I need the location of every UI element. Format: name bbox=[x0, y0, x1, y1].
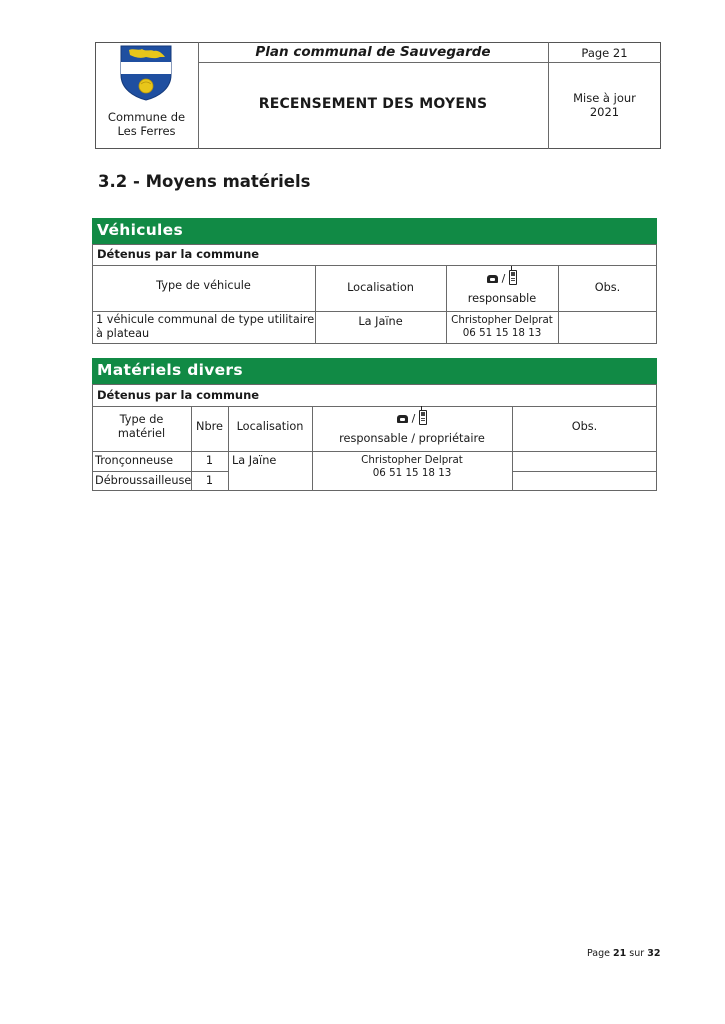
materiel-responsable-name: Christopher Delprat bbox=[361, 454, 463, 466]
vehicle-responsable-phone: 06 51 15 18 13 bbox=[462, 327, 542, 339]
col-header-localisation: Localisation bbox=[236, 420, 304, 433]
materiels-section-bar bbox=[92, 358, 657, 384]
vehicle-localisation: La Jaïne bbox=[358, 315, 403, 328]
materiel-nbre: 1 bbox=[205, 474, 214, 487]
row-divider bbox=[92, 471, 228, 472]
row-divider bbox=[92, 406, 657, 407]
mobile-phone-icon bbox=[419, 410, 427, 425]
phone-icon bbox=[487, 275, 498, 283]
header-divider bbox=[198, 62, 661, 63]
commune-name-line1: Commune de bbox=[107, 110, 186, 124]
materiels-subtitle: Détenus par la commune bbox=[97, 388, 260, 402]
column-divider bbox=[315, 265, 316, 344]
col-header-contact-icons bbox=[446, 270, 558, 285]
materiel-nbre: 1 bbox=[205, 454, 214, 467]
column-divider bbox=[512, 406, 513, 491]
vehicle-type-cont: à plateau bbox=[96, 327, 150, 340]
footer-page-label: Page bbox=[587, 948, 610, 959]
mobile-phone-icon bbox=[509, 270, 517, 285]
plan-title: Plan communal de Sauvegarde bbox=[255, 44, 491, 60]
phone-icon bbox=[397, 415, 408, 423]
vehicules-title: Véhicules bbox=[97, 221, 183, 239]
vehicle-type: 1 véhicule communal de type utilitaire bbox=[96, 313, 315, 326]
page-number: Page 21 bbox=[581, 46, 628, 60]
column-divider bbox=[558, 265, 559, 344]
page-footer bbox=[587, 948, 660, 959]
icon-separator: / bbox=[411, 412, 416, 425]
footer-page-total: 32 bbox=[647, 948, 661, 959]
materiel-type: Tronçonneuse bbox=[95, 454, 174, 467]
column-divider bbox=[228, 406, 229, 491]
materiel-type: Débroussailleuse bbox=[95, 474, 192, 487]
section-heading: 3.2 - Moyens matériels bbox=[98, 172, 311, 191]
materiels-title: Matériels divers bbox=[97, 361, 243, 379]
row-divider bbox=[512, 471, 657, 472]
materiel-localisation: La Jaïne bbox=[232, 454, 277, 467]
icon-separator: / bbox=[501, 272, 506, 285]
col-header-responsable: responsable / propriétaire bbox=[339, 432, 485, 445]
vehicules-section-bar bbox=[92, 218, 657, 244]
update-label: Mise à jour bbox=[573, 91, 636, 105]
col-header-obs: Obs. bbox=[594, 281, 621, 294]
materiel-responsable-phone: 06 51 15 18 13 bbox=[372, 467, 452, 479]
col-header-nbre: Nbre bbox=[196, 420, 223, 433]
col-header-type: Type de véhicule bbox=[156, 279, 251, 292]
vehicle-responsable-name: Christopher Delprat bbox=[451, 314, 553, 326]
row-divider bbox=[92, 265, 657, 266]
col-header-type: Type de bbox=[119, 413, 164, 426]
commune-name-line2: Les Ferres bbox=[117, 124, 176, 138]
col-header-obs: Obs. bbox=[571, 420, 598, 433]
row-divider bbox=[92, 311, 657, 312]
col-header-localisation: Localisation bbox=[347, 281, 414, 294]
row-divider bbox=[92, 451, 657, 452]
footer-page-number: 21 bbox=[613, 948, 627, 959]
update-year: 2021 bbox=[589, 105, 620, 119]
page-title: RECENSEMENT DES MOYENS bbox=[258, 96, 488, 112]
footer-sep: sur bbox=[629, 948, 645, 959]
col-header-contact-icons bbox=[312, 410, 512, 425]
col-header-type-cont: matériel bbox=[117, 427, 166, 440]
col-header-responsable: responsable bbox=[467, 292, 537, 305]
vehicules-subtitle: Détenus par la commune bbox=[97, 247, 260, 261]
coat-of-arms-logo bbox=[120, 45, 172, 101]
